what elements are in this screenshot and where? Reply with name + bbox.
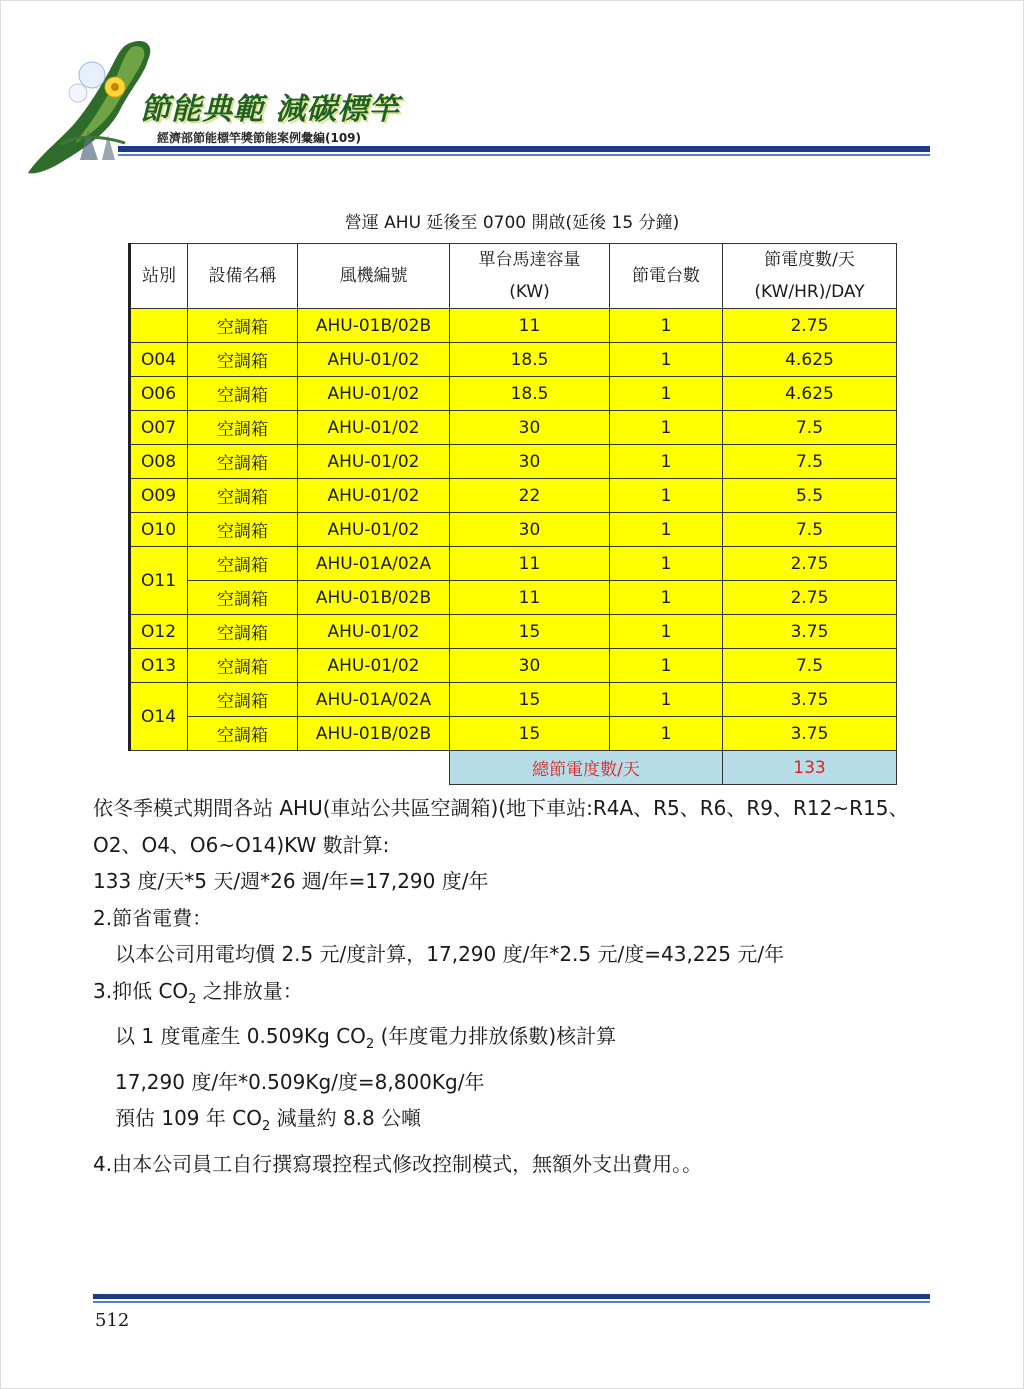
cell-capacity: 15 (450, 683, 610, 717)
cell-units: 1 (610, 445, 723, 479)
cell-station: O11 (130, 547, 188, 615)
cell-saving: 5.5 (723, 479, 897, 513)
cell-equipment: 空調箱 (188, 513, 298, 547)
cell-equipment: 空調箱 (188, 377, 298, 411)
cell-station: O10 (130, 513, 188, 547)
header-station: 站別 (130, 244, 188, 309)
cell-fan-id: AHU-01B/02B (298, 717, 450, 751)
section-heading-co2-reduction (93, 973, 943, 1019)
cell-units: 1 (610, 309, 723, 343)
table-total-row (130, 751, 897, 785)
cell-equipment: 空調箱 (188, 309, 298, 343)
cell-units: 1 (610, 683, 723, 717)
cell-fan-id: AHU-01B/02B (298, 581, 450, 615)
cell-equipment: 空調箱 (188, 445, 298, 479)
cell-capacity: 11 (450, 547, 610, 581)
cell-equipment: 空調箱 (188, 343, 298, 377)
header-motor-capacity-line2: (KW) (509, 282, 550, 302)
section-heading-cost: 4.由本公司員工自行撰寫環控程式修改控制模式，無額外支出費用。。 (93, 1151, 703, 1176)
header-rule (118, 146, 930, 152)
cell-saving: 2.75 (723, 309, 897, 343)
total-spacer (298, 751, 450, 785)
cell-equipment: 空調箱 (188, 649, 298, 683)
cell-units: 1 (610, 717, 723, 751)
table-row (130, 683, 897, 717)
body-line (93, 1018, 943, 1064)
cell-station: O06 (130, 377, 188, 411)
cell-capacity: 30 (450, 513, 610, 547)
table-row (130, 343, 897, 377)
total-value: 133 (723, 751, 897, 785)
cell-units: 1 (610, 615, 723, 649)
cell-fan-id: AHU-01/02 (298, 615, 450, 649)
body-line: 17,290 度/年*0.509Kg/度=8,800Kg/年 (115, 1069, 485, 1094)
cell-capacity: 18.5 (450, 343, 610, 377)
total-label: 總節電度數/天 (450, 751, 723, 785)
cell-capacity: 30 (450, 445, 610, 479)
cell-units: 1 (610, 377, 723, 411)
table-row (130, 411, 897, 445)
header-equipment: 設備名稱 (188, 244, 298, 309)
table-header-row (130, 244, 897, 309)
cell-fan-id: AHU-01B/02B (298, 309, 450, 343)
text-fragment: (年度電力排放係數)核計算 (374, 1024, 617, 1048)
table-row (130, 615, 897, 649)
cell-saving: 4.625 (723, 343, 897, 377)
text-fragment: 3.抑低 CO (93, 978, 189, 1003)
body-line (93, 1100, 943, 1146)
cell-fan-id: AHU-01A/02A (298, 683, 450, 717)
cell-fan-id: AHU-01/02 (298, 479, 450, 513)
header-motor-capacity-line1: 單台馬達容量 (478, 250, 581, 270)
table-row (130, 445, 897, 479)
cell-fan-id: AHU-01/02 (298, 649, 450, 683)
cell-capacity: 11 (450, 309, 610, 343)
body-line: 133 度/天*5 天/週*26 週/年=17,290 度/年 (93, 869, 489, 893)
header-motor-capacity (450, 244, 610, 309)
header-saving-line1: 節電度數/天 (764, 250, 855, 270)
cell-units: 1 (610, 649, 723, 683)
text-fragment: 預估 109 年 CO (115, 1106, 262, 1130)
cell-fan-id: AHU-01/02 (298, 513, 450, 547)
cell-equipment: 空調箱 (188, 615, 298, 649)
header-fan-id: 風機編號 (298, 244, 450, 309)
cell-saving: 7.5 (723, 411, 897, 445)
cell-saving: 7.5 (723, 445, 897, 479)
cell-saving: 2.75 (723, 581, 897, 615)
text-fragment: 以 1 度電產生 0.509Kg CO (115, 1024, 366, 1048)
body-line: O2、O4、O6~O14)KW 數計算: (93, 832, 390, 857)
cell-units: 1 (610, 513, 723, 547)
cell-saving: 3.75 (723, 615, 897, 649)
table-row (130, 513, 897, 547)
cell-station: O04 (130, 343, 188, 377)
cell-units: 1 (610, 411, 723, 445)
cell-capacity: 11 (450, 581, 610, 615)
subscript: 2 (188, 991, 197, 1007)
cell-saving: 7.5 (723, 649, 897, 683)
cell-capacity: 15 (450, 615, 610, 649)
table-row (130, 479, 897, 513)
body-line: 依冬季模式期間各站 AHU(車站公共區空調箱)(地下車站:R4A、R5、R6、R9、R12~R15、 (93, 796, 909, 820)
cell-saving: 3.75 (723, 683, 897, 717)
cell-saving: 7.5 (723, 513, 897, 547)
cell-equipment: 空調箱 (188, 411, 298, 445)
cell-station (130, 309, 188, 343)
cell-equipment: 空調箱 (188, 479, 298, 513)
text-fragment: 之排放量： (196, 978, 303, 1003)
cell-saving: 3.75 (723, 717, 897, 751)
header-saving-line2: (KW/HR)/DAY (754, 282, 865, 302)
cell-station: O14 (130, 683, 188, 751)
page-number: 512 (95, 1310, 130, 1331)
cell-units: 1 (610, 581, 723, 615)
body-line: 以本公司用電均價 2.5 元/度計算，17,290 度/年*2.5 元/度=43,225 元/年 (115, 942, 785, 966)
header-units: 節電台數 (610, 244, 723, 309)
cell-station: O08 (130, 445, 188, 479)
cell-fan-id: AHU-01A/02A (298, 547, 450, 581)
cell-equipment: 空調箱 (188, 547, 298, 581)
table-row (130, 309, 897, 343)
cell-capacity: 22 (450, 479, 610, 513)
cell-capacity: 30 (450, 649, 610, 683)
cell-station: O07 (130, 411, 188, 445)
total-spacer (130, 751, 188, 785)
footer-rule-thin (93, 1301, 930, 1303)
total-spacer (188, 751, 298, 785)
subscript: 2 (365, 1037, 375, 1052)
cell-station: O12 (130, 615, 188, 649)
cell-equipment: 空調箱 (188, 683, 298, 717)
header-saving (723, 244, 897, 309)
cell-capacity: 18.5 (450, 377, 610, 411)
cell-fan-id: AHU-01/02 (298, 411, 450, 445)
cell-units: 1 (610, 479, 723, 513)
subscript: 2 (261, 1119, 271, 1134)
cell-saving: 4.625 (723, 377, 897, 411)
header-rule-thin (118, 154, 930, 156)
cell-equipment: 空調箱 (188, 581, 298, 615)
cell-capacity: 30 (450, 411, 610, 445)
table-row (130, 547, 897, 581)
table-row (130, 581, 897, 615)
cell-capacity: 15 (450, 717, 610, 751)
body-text (93, 790, 943, 1182)
cell-station: O13 (130, 649, 188, 683)
cell-units: 1 (610, 547, 723, 581)
text-fragment: 減量約 8.8 公噸 (270, 1106, 422, 1130)
energy-saving-table (128, 243, 897, 785)
table-row (130, 717, 897, 751)
cell-fan-id: AHU-01/02 (298, 445, 450, 479)
cell-fan-id: AHU-01/02 (298, 343, 450, 377)
table-row (130, 377, 897, 411)
table-row (130, 649, 897, 683)
cell-equipment: 空調箱 (188, 717, 298, 751)
brand-subtitle: 經濟部節能標竿獎節能案例彙編(109) (157, 131, 362, 145)
section-heading-electricity-savings: 2.節省電費： (93, 905, 213, 930)
footer-rule (93, 1294, 930, 1299)
cell-station: O09 (130, 479, 188, 513)
cell-units: 1 (610, 343, 723, 377)
table-caption: 營運 AHU 延後至 0700 開啟(延後 15 分鐘) (344, 213, 680, 233)
brand-title: 節能典範 減碳標竿 (140, 92, 400, 127)
cell-saving: 2.75 (723, 547, 897, 581)
cell-fan-id: AHU-01/02 (298, 377, 450, 411)
